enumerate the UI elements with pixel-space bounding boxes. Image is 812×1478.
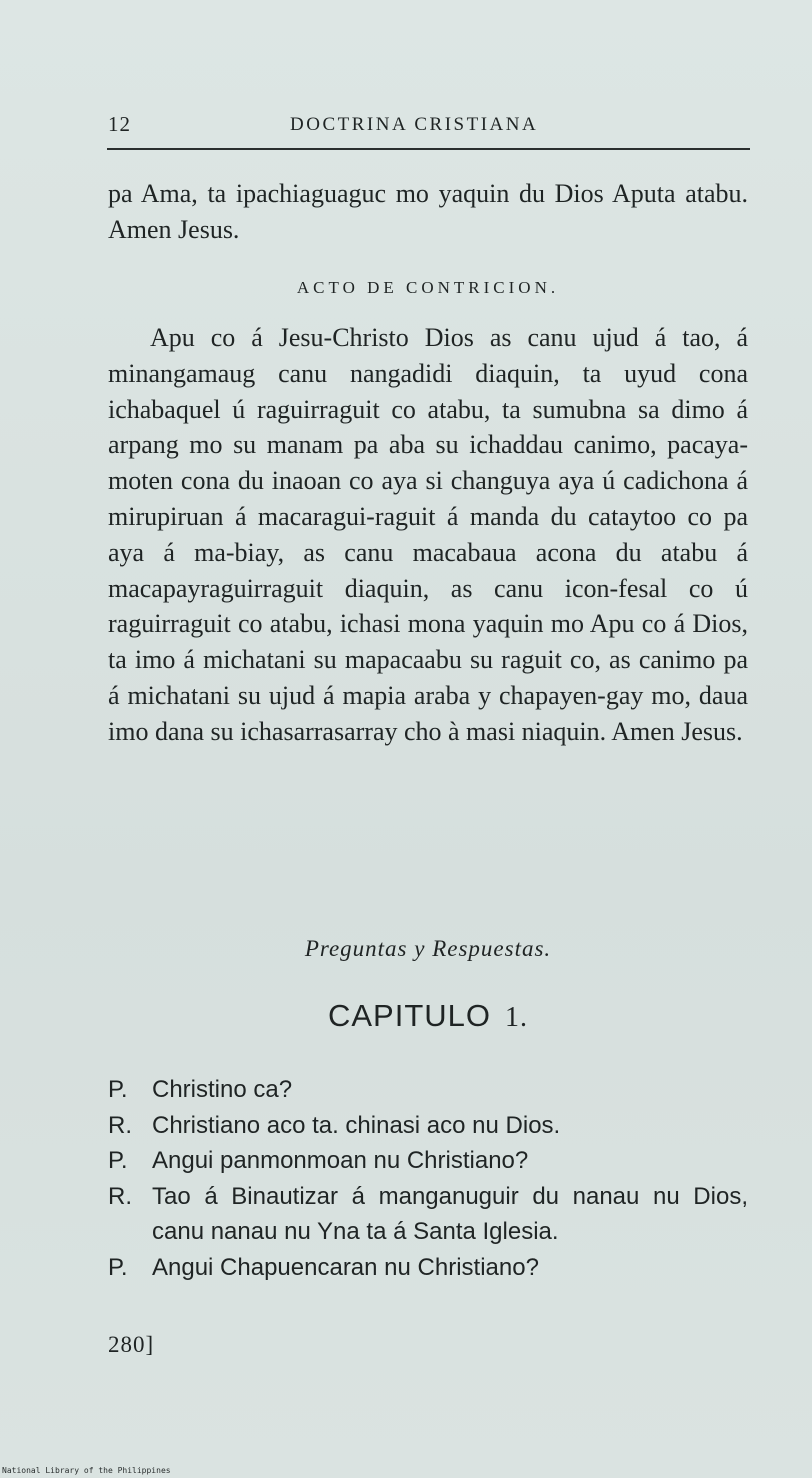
qa-label: P. <box>108 1253 128 1281</box>
qa-text: Tao á Binautizar á manganuguir du nanau nu Dios, canu nanau nu Yna ta á Santa Iglesia. <box>152 1182 748 1245</box>
chapter-heading <box>108 998 748 1034</box>
section-title: ACTO DE CONTRICION. <box>296 278 560 297</box>
qa-label: P. <box>108 1147 128 1174</box>
continuation-paragraph <box>108 176 748 248</box>
qa-text: Christiano aco ta. chinasi aco nu Dios. <box>152 1111 561 1139</box>
qa-text: Christino ca? <box>152 1076 293 1103</box>
header-rule <box>107 148 750 150</box>
qa-item <box>108 1072 748 1108</box>
qa-label: P. <box>108 1076 128 1103</box>
qa-text: Angui Chapuencaran nu Christiano? <box>152 1253 539 1281</box>
qa-item <box>108 1179 748 1250</box>
qa-list <box>108 1072 748 1285</box>
qa-item <box>108 1250 748 1286</box>
page-header <box>108 108 750 148</box>
signature-mark: 280] <box>108 1332 155 1357</box>
chapter-number: 1. <box>505 1002 529 1033</box>
continuation-text: pa Ama, ta ipachiaguaguc mo yaquin du Dios Aputa atabu. Amen Jesus. <box>108 179 748 244</box>
library-credit: National Library of the Philippines <box>2 1466 171 1475</box>
qa-label: R. <box>108 1111 132 1139</box>
qa-item <box>108 1143 748 1179</box>
qa-item <box>108 1108 748 1144</box>
qa-text: Angui panmonmoan nu Christiano? <box>152 1147 529 1174</box>
chapter-label: CAPITULO <box>327 998 492 1033</box>
prayer-paragraph <box>108 320 748 750</box>
prayer-text: Apu co á Jesu-Christo Dios as canu ujud á tao, á minangamaug canu nangadidi diaquin, ta uyud cona ichabaquel ú raguirraguit co atabu, ta sumubna sa dimo á arpang mo su manam pa aba su ichaddau canimo, pacaya-moten cona du inaoan co aya si changuya aya ú cadichona á mirupiruan á macaragui-raguit á manda du cataytoo co pa aya á ma-biay, as canu macabaua acona du atabu á macapayraguirraguit diaquin, as canu icon-fesal co ú raguirraguit co atabu, ichasi mona yaquin mo Apu co á Dios, ta imo á michatani su mapacaabu su raguit co, as canimo pa á michatani su ujud á mapia araba y chapayen-gay mo, daua imo dana su ichasarrasarray cho à masi niaquin. Amen Jesus. <box>108 323 748 746</box>
subtitle: Preguntas y Respuestas. <box>304 936 552 961</box>
page-number: 12 <box>108 112 131 136</box>
qa-label: R. <box>108 1182 132 1210</box>
running-title: DOCTRINA CRISTIANA <box>290 114 539 135</box>
